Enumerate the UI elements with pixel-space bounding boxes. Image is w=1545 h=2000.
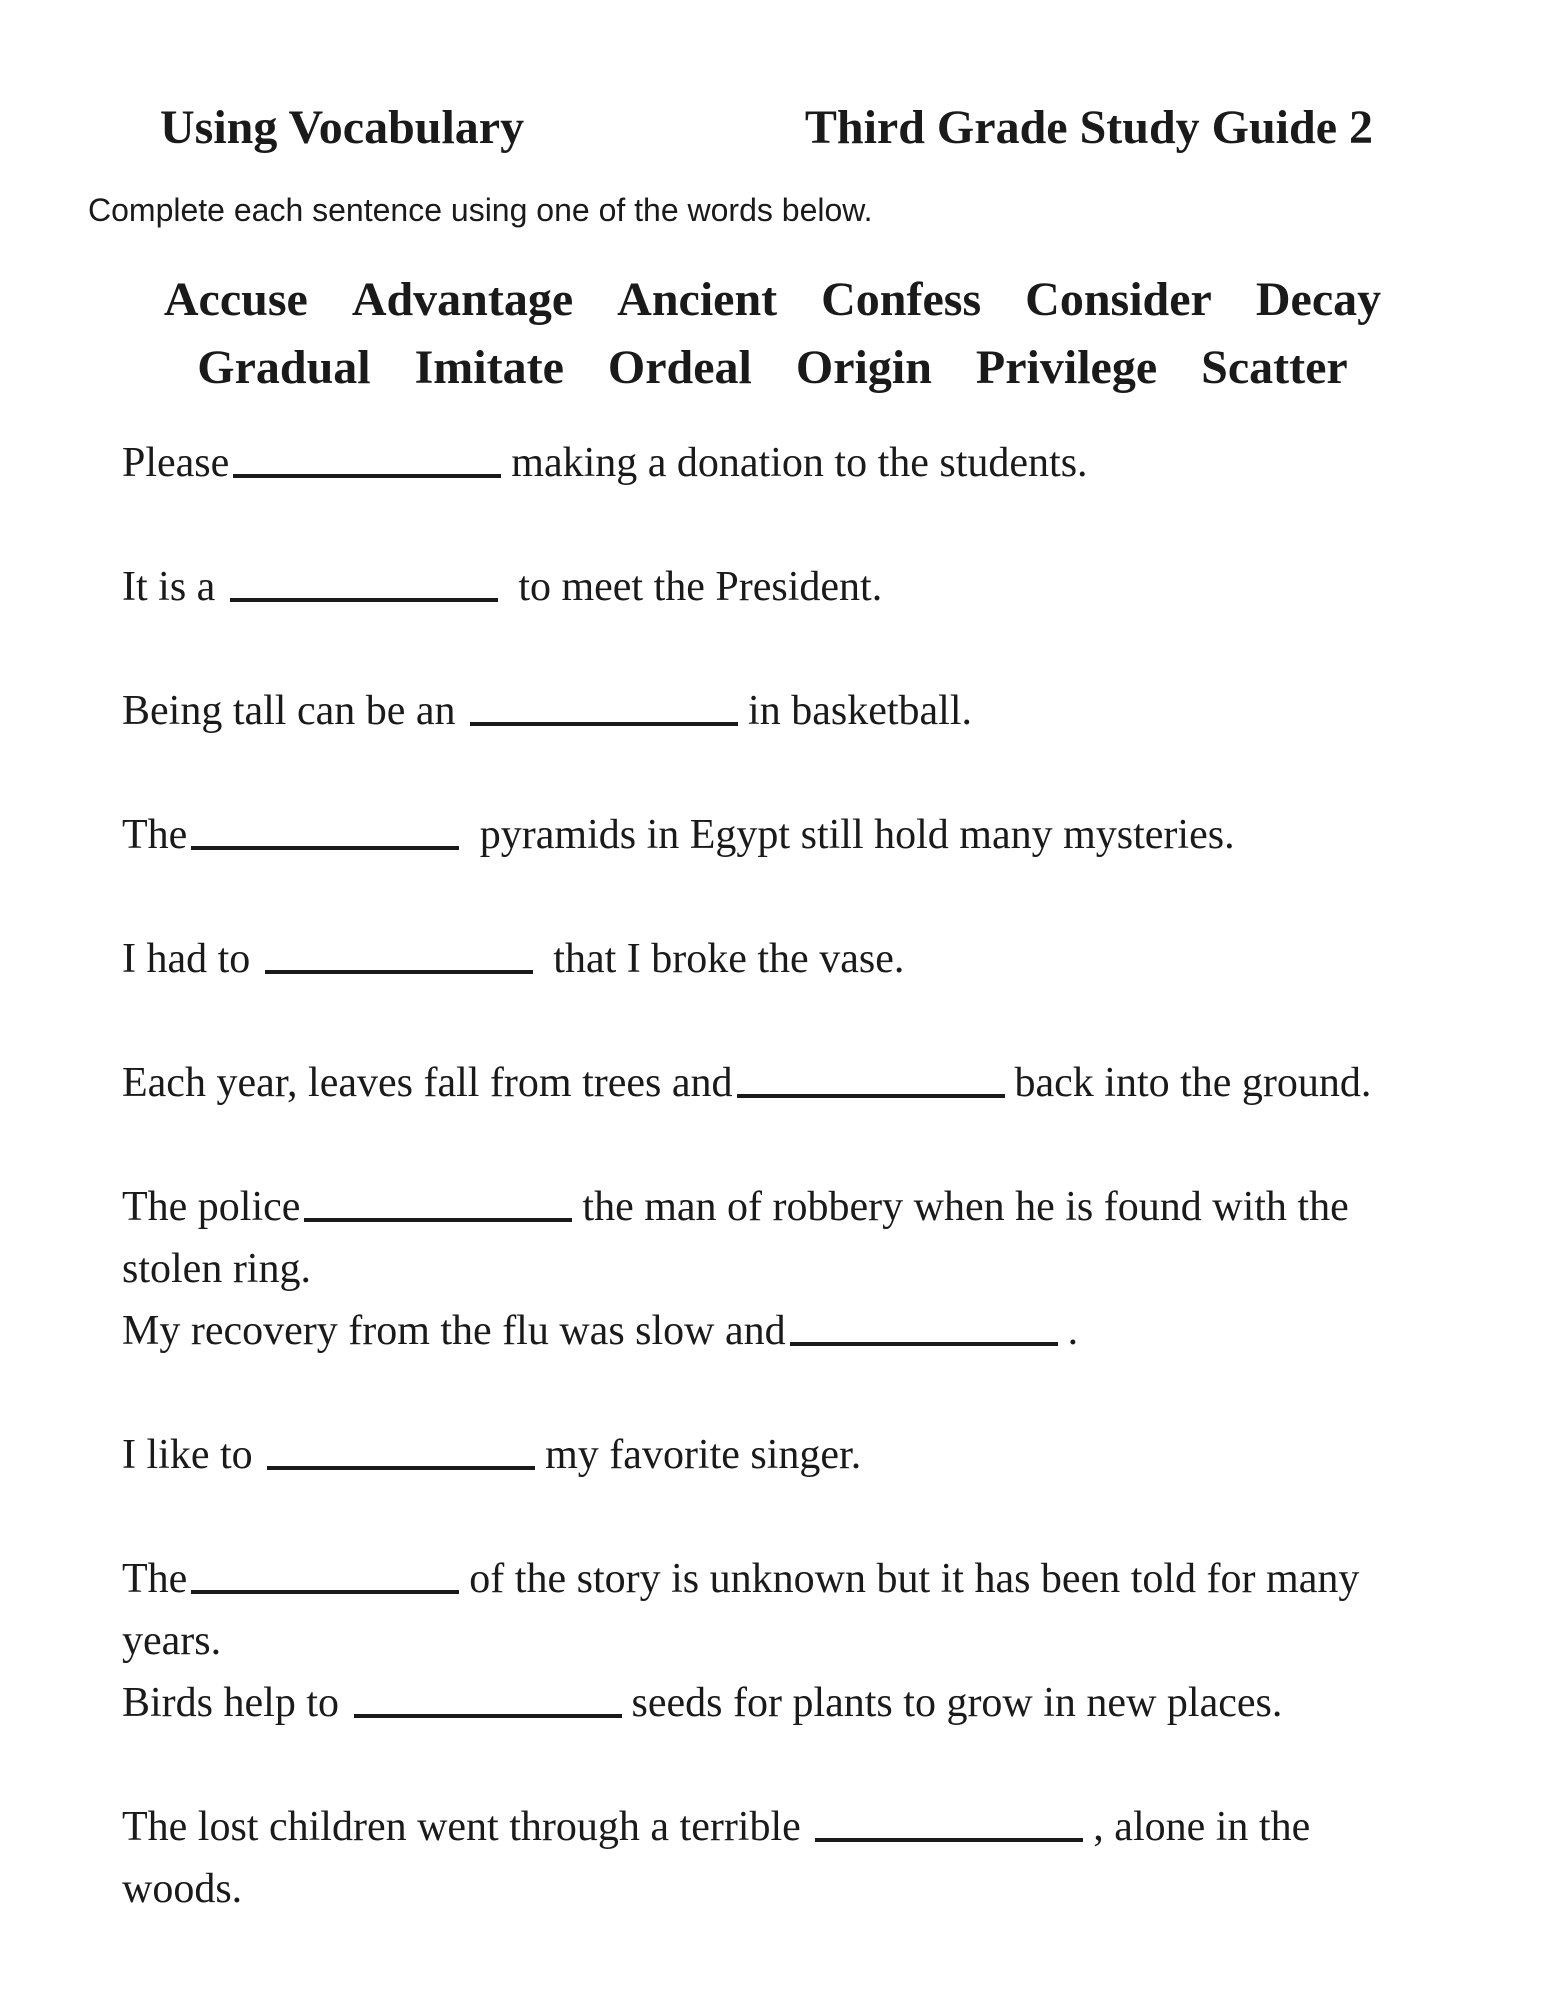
sentence-6 xyxy=(122,1052,1422,1114)
sentence-text-after: seeds for plants to grow in new places. xyxy=(631,1680,1283,1726)
answer-blank[interactable] xyxy=(265,970,533,974)
sentence-12 xyxy=(122,1796,1422,1920)
sentence-text-after: . xyxy=(1067,1308,1079,1354)
sentence-text-before: The xyxy=(122,1556,188,1602)
sentence-2 xyxy=(122,556,1422,618)
word-bank-word: Origin xyxy=(795,341,932,394)
sentence-text-after: , alone in the woods. xyxy=(122,1804,1311,1912)
answer-blank[interactable] xyxy=(191,1590,459,1594)
sentence-text-after: that I broke the vase. xyxy=(553,936,905,982)
word-bank-word: Ancient xyxy=(617,273,778,326)
sentence-text-before: It is a xyxy=(122,564,216,610)
word-bank-word: Consider xyxy=(1025,273,1212,326)
sentence-11 xyxy=(122,1672,1422,1734)
answer-blank[interactable] xyxy=(354,1714,622,1718)
sentence-3 xyxy=(122,680,1422,742)
sentence-text-before: I like to xyxy=(122,1432,253,1478)
sentence-text-after: to meet the President. xyxy=(518,564,883,610)
sentence-text-after: the man of robbery when he is found with the stolen ring. xyxy=(122,1184,1349,1292)
answer-blank[interactable] xyxy=(191,846,459,850)
sentence-text-before: I had to xyxy=(122,936,251,982)
sentence-text-before: My recovery from the flu was slow and xyxy=(122,1308,786,1354)
sentence-text-before: The police xyxy=(122,1184,301,1230)
word-bank-word: Ordeal xyxy=(607,341,752,394)
answer-blank[interactable] xyxy=(233,474,501,478)
sentence-text-before: The lost children went through a terrible xyxy=(122,1804,801,1850)
sentence-8 xyxy=(122,1300,1422,1362)
answer-blank[interactable] xyxy=(815,1838,1083,1842)
word-bank-word: Scatter xyxy=(1201,341,1348,394)
answer-blank[interactable] xyxy=(737,1094,1005,1098)
word-bank-word: Advantage xyxy=(351,273,574,326)
sentence-4 xyxy=(122,804,1422,866)
answer-blank[interactable] xyxy=(230,598,498,602)
sentence-text-before: Each year, leaves fall from trees and xyxy=(122,1060,733,1106)
word-bank-word: Gradual xyxy=(197,341,371,394)
word-bank-word: Confess xyxy=(821,273,982,326)
sentence-list xyxy=(122,432,1422,1920)
sentence-1 xyxy=(122,432,1422,494)
sentence-text-after: my favorite singer. xyxy=(545,1432,862,1478)
sentence-text-after: of the story is unknown but it has been told for many years. xyxy=(122,1556,1360,1664)
word-bank-word: Decay xyxy=(1255,273,1382,326)
sentence-text-after: in basketball. xyxy=(748,688,972,734)
sentence-text-after: pyramids in Egypt still hold many mysteries. xyxy=(479,812,1235,858)
answer-blank[interactable] xyxy=(267,1466,535,1470)
answer-blank[interactable] xyxy=(790,1342,1058,1346)
sentence-10 xyxy=(122,1548,1422,1672)
word-bank-word: Privilege xyxy=(975,341,1158,394)
sentence-text-before: Please xyxy=(122,440,230,486)
word-bank-word: Imitate xyxy=(414,341,564,394)
sentence-text-before: Birds help to xyxy=(122,1680,339,1726)
word-bank-row-2 xyxy=(0,340,1545,395)
sentence-7 xyxy=(122,1176,1422,1300)
answer-blank[interactable] xyxy=(304,1218,572,1222)
sentence-9 xyxy=(122,1424,1422,1486)
sentence-text-after: making a donation to the students. xyxy=(511,440,1088,486)
word-bank-word: Accuse xyxy=(163,273,308,326)
sentence-5 xyxy=(122,928,1422,990)
sentence-text-after: back into the ground. xyxy=(1014,1060,1372,1106)
worksheet-subtitle: Third Grade Study Guide 2 xyxy=(804,101,1373,154)
sentence-text-before: Being tall can be an xyxy=(122,688,456,734)
word-bank-row-1 xyxy=(0,272,1545,327)
answer-blank[interactable] xyxy=(470,722,738,726)
instructions: Complete each sentence using one of the words below. xyxy=(88,192,873,228)
worksheet-title: Using Vocabulary xyxy=(160,101,525,154)
sentence-text-before: The xyxy=(122,812,188,858)
